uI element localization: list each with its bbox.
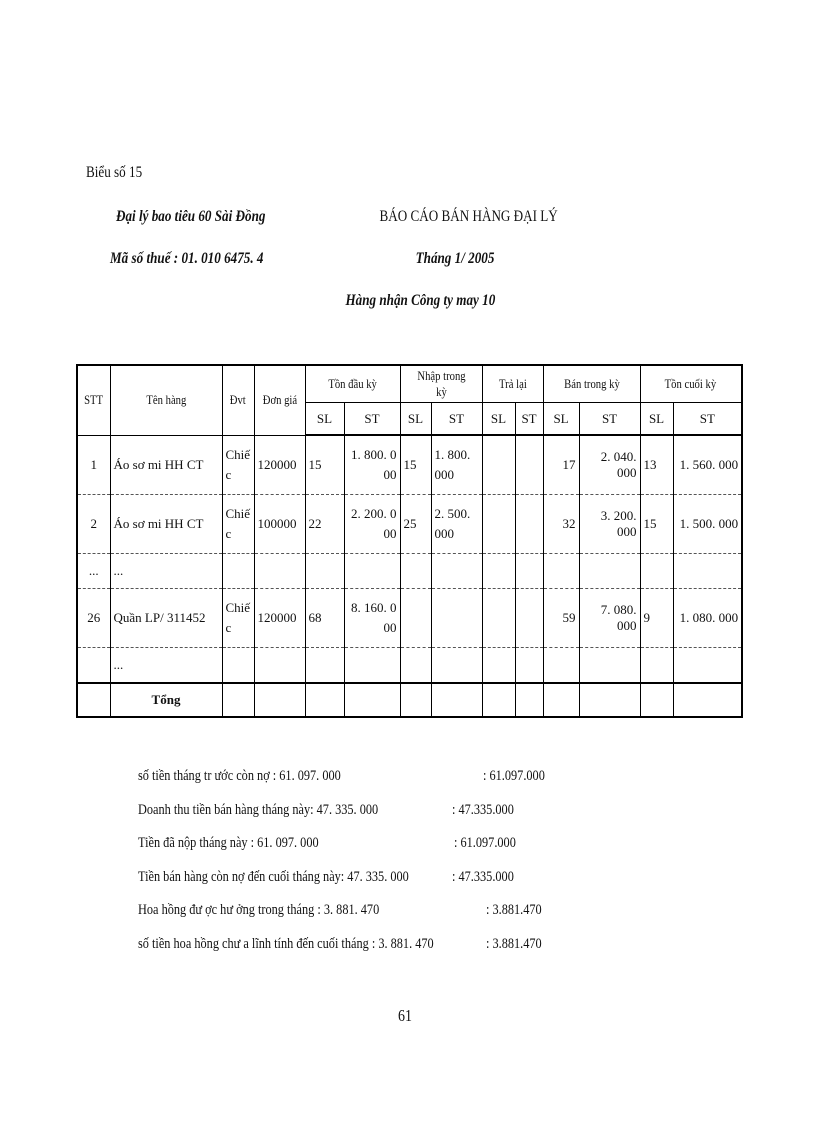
cell-sold-sl: 59	[543, 589, 579, 648]
cell-stt: ...	[77, 554, 110, 589]
cell-in-st: 1. 800. 000	[431, 435, 482, 495]
cell-unit	[222, 554, 254, 589]
total-cell-empty	[431, 683, 482, 717]
cell-close-st: 1. 560. 000	[673, 435, 742, 495]
report-title: BÁO CÁO BÁN HÀNG ĐẠI LÝ	[379, 208, 558, 225]
sub-sl: SL	[640, 403, 673, 436]
cell-ret-st	[515, 435, 543, 495]
cell-open-sl: 22	[305, 495, 344, 554]
summary-label: Hoa hồng đư ợc hư ởng trong tháng : 3. 881. 470	[138, 902, 380, 918]
cell-open-st	[344, 648, 400, 684]
col-stt: STT	[77, 365, 110, 435]
sub-st: ST	[515, 403, 543, 436]
sub-st: ST	[579, 403, 640, 436]
cell-close-sl: 9	[640, 589, 673, 648]
cell-sold-st: 3. 200. 000	[579, 495, 640, 554]
total-cell-empty	[640, 683, 673, 717]
cell-open-st	[344, 554, 400, 589]
summary-label: số tiền tháng tr ước còn nợ : 61. 097. 000	[138, 768, 341, 784]
col-name: Tên hàng	[110, 365, 222, 435]
cell-in-st	[431, 648, 482, 684]
sales-report-table	[76, 364, 743, 718]
total-cell-empty	[222, 683, 254, 717]
cell-close-sl	[640, 554, 673, 589]
cell-name: Áo sơ mi HH CT	[110, 495, 222, 554]
summary-value: : 47.335.000	[452, 868, 514, 885]
total-cell-empty	[344, 683, 400, 717]
cell-price: 120000	[254, 589, 305, 648]
total-cell-empty	[254, 683, 305, 717]
cell-sold-st	[579, 648, 640, 684]
cell-ret-sl	[482, 554, 515, 589]
cell-in-sl: 15	[400, 435, 431, 495]
cell-sold-sl	[543, 648, 579, 684]
cell-open-st: 1. 800. 000	[344, 435, 400, 495]
cell-sold-st	[579, 554, 640, 589]
table-row	[77, 554, 742, 589]
col-closing: Tồn cuối kỳ	[640, 365, 742, 403]
cell-close-st	[673, 554, 742, 589]
col-price: Đơn giá	[254, 365, 305, 435]
cell-price	[254, 554, 305, 589]
total-cell-empty	[305, 683, 344, 717]
cell-close-st: 1. 080. 000	[673, 589, 742, 648]
cell-name: ...	[110, 648, 222, 684]
cell-in-st	[431, 589, 482, 648]
col-sold: Bán trong kỳ	[543, 365, 640, 403]
sub-sl: SL	[305, 403, 344, 436]
summary-label: Tiền đã nộp tháng này : 61. 097. 000	[138, 835, 319, 851]
cell-in-sl: 25	[400, 495, 431, 554]
cell-ret-st	[515, 554, 543, 589]
cell-close-sl: 15	[640, 495, 673, 554]
cell-sold-sl: 32	[543, 495, 579, 554]
cell-sold-sl: 17	[543, 435, 579, 495]
summary-label: số tiền hoa hồng chư a lĩnh tính đến cuối tháng : 3. 881. 470	[138, 935, 434, 952]
form-number: Biểu số 15	[86, 164, 143, 181]
cell-price: 100000	[254, 495, 305, 554]
cell-ret-sl	[482, 648, 515, 684]
total-cell-empty	[400, 683, 431, 717]
cell-unit: Chiế c	[222, 495, 254, 554]
total-label: Tổng	[110, 683, 222, 717]
cell-stt: 26	[77, 589, 110, 648]
table-row	[77, 648, 742, 684]
cell-unit	[222, 648, 254, 684]
col-import: Nhập trong kỳ	[400, 365, 482, 403]
summary-label: Tiền bán hàng còn nợ đến cuối tháng này: 47. 335. 000	[138, 868, 409, 885]
cell-in-st: 2. 500. 000	[431, 495, 482, 554]
sub-sl: SL	[482, 403, 515, 436]
cell-ret-st	[515, 648, 543, 684]
cell-name: Quần LP/ 311452	[110, 589, 222, 648]
cell-ret-sl	[482, 435, 515, 495]
cell-ret-sl	[482, 589, 515, 648]
goods-source: Hàng nhận Công ty may 10	[345, 292, 495, 309]
sub-st: ST	[673, 403, 742, 436]
cell-name: ...	[110, 554, 222, 589]
total-cell-empty	[77, 683, 110, 717]
report-month: Tháng 1/ 2005	[415, 250, 495, 267]
sub-sl: SL	[400, 403, 431, 436]
cell-ret-st	[515, 495, 543, 554]
total-cell-empty	[515, 683, 543, 717]
cell-stt	[77, 648, 110, 684]
sub-st: ST	[431, 403, 482, 436]
summary-label: Doanh thu tiền bán hàng tháng này: 47. 335. 000	[138, 801, 379, 818]
table-row	[77, 495, 742, 554]
cell-open-st: 8. 160. 000	[344, 589, 400, 648]
cell-open-sl: 68	[305, 589, 344, 648]
cell-unit: Chiế c	[222, 589, 254, 648]
cell-ret-sl	[482, 495, 515, 554]
cell-close-sl: 13	[640, 435, 673, 495]
cell-in-sl	[400, 554, 431, 589]
cell-close-sl	[640, 648, 673, 684]
col-unit: Đvt	[222, 365, 254, 435]
cell-close-st	[673, 648, 742, 684]
cell-open-st: 2. 200. 000	[344, 495, 400, 554]
cell-name: Áo sơ mi HH CT	[110, 435, 222, 495]
cell-open-sl	[305, 648, 344, 684]
cell-ret-st	[515, 589, 543, 648]
total-cell-empty	[543, 683, 579, 717]
cell-open-sl: 15	[305, 435, 344, 495]
cell-open-sl	[305, 554, 344, 589]
cell-price	[254, 648, 305, 684]
cell-in-sl	[400, 589, 431, 648]
cell-price: 120000	[254, 435, 305, 495]
cell-stt: 2	[77, 495, 110, 554]
cell-in-st	[431, 554, 482, 589]
summary-value: : 3.881.470	[486, 902, 542, 918]
sub-sl: SL	[543, 403, 579, 436]
summary-value: : 61.097.000	[483, 768, 545, 784]
sub-st: ST	[344, 403, 400, 436]
cell-unit: Chiế c	[222, 435, 254, 495]
cell-stt: 1	[77, 435, 110, 495]
cell-sold-st: 2. 040. 000	[579, 435, 640, 495]
total-cell-empty	[673, 683, 742, 717]
tax-code: Mã số thuế : 01. 010 6475. 4	[110, 250, 264, 267]
total-cell-empty	[482, 683, 515, 717]
table-row	[77, 435, 742, 495]
col-opening: Tồn đầu kỳ	[305, 365, 400, 403]
page-number: 61	[398, 1006, 412, 1025]
col-returned: Trả lại	[482, 365, 543, 403]
cell-close-st: 1. 500. 000	[673, 495, 742, 554]
total-cell-empty	[579, 683, 640, 717]
summary-value: : 61.097.000	[454, 835, 516, 851]
summary-value: : 47.335.000	[452, 801, 514, 818]
table-row	[77, 589, 742, 648]
table-header-row	[77, 365, 742, 403]
total-row	[77, 683, 742, 717]
cell-sold-sl	[543, 554, 579, 589]
agent-name: Đại lý bao tiêu 60 Sài Đồng	[116, 208, 266, 225]
summary-value: : 3.881.470	[486, 935, 542, 952]
cell-sold-st: 7. 080. 000	[579, 589, 640, 648]
cell-in-sl	[400, 648, 431, 684]
